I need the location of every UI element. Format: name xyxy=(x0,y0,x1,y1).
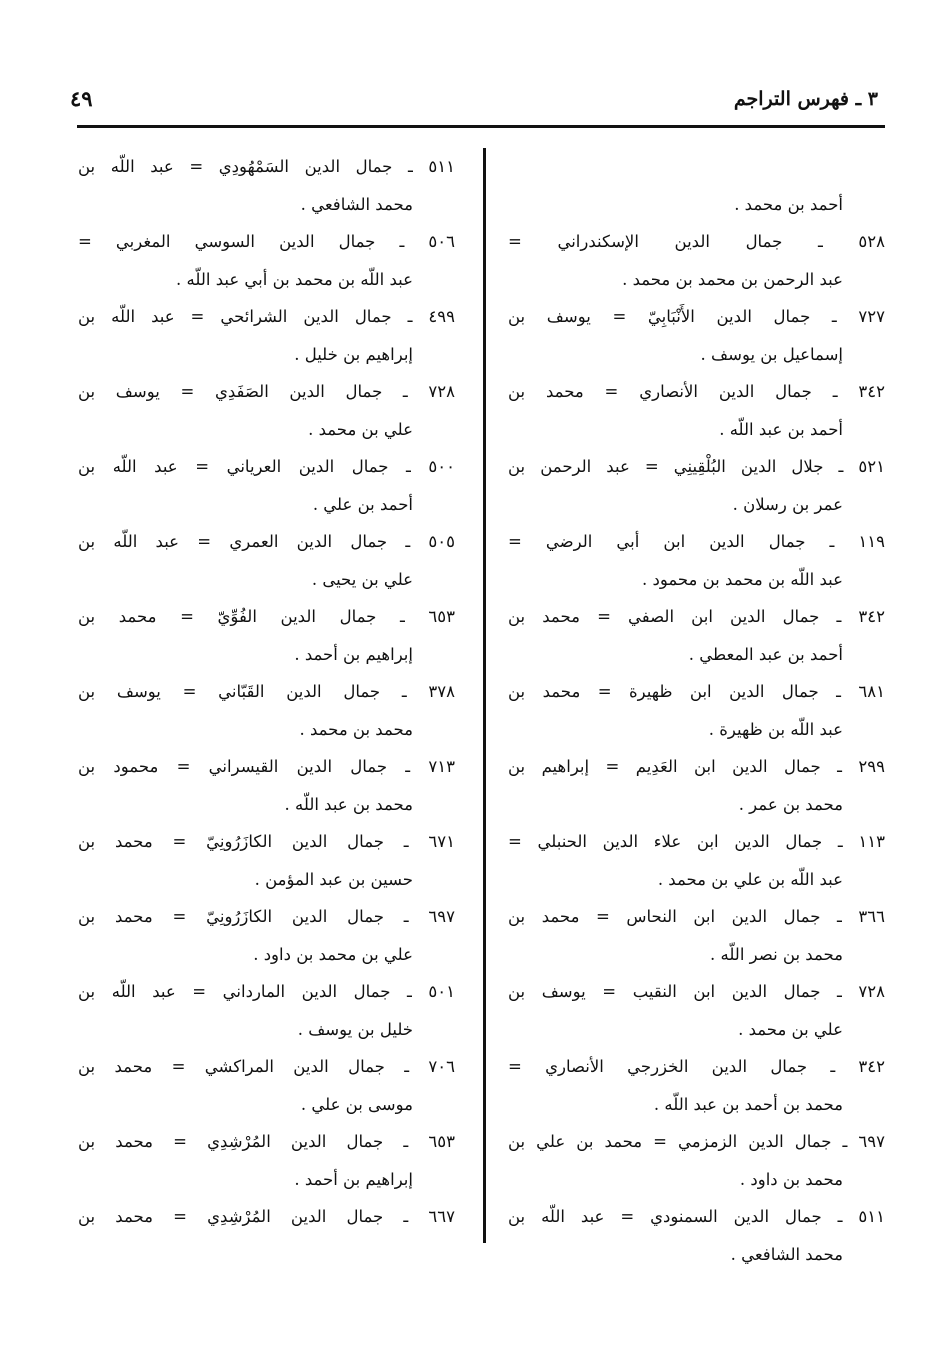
left-column xyxy=(78,148,455,1236)
entry-continuation-line: أحمد بن عبد اللّه . xyxy=(719,419,843,439)
entry-heading-line: ٧٢٨ ـ جمال الدين الصَفَدِي = يوسف بن xyxy=(78,382,455,401)
entry-heading-line xyxy=(508,148,885,186)
entry-continuation-line: إبراهيم بن أحمد . xyxy=(294,644,413,664)
entry-continuation-line: محمد بن عبد اللّه . xyxy=(284,794,413,814)
entry-continuation-line: علي بن يحيى . xyxy=(311,569,413,589)
entry-heading-line: ٥١١ ـ جمال الدين السمنودي = عبد اللّه بن xyxy=(508,1207,885,1226)
column-divider xyxy=(483,148,486,1243)
entry-continuation-line: إبراهيم بن أحمد . xyxy=(294,1169,413,1189)
entry-heading-line: ٣٦٦ ـ جمال الدين ابن النحاس = محمد بن xyxy=(508,907,885,926)
entry-continuation-line: محمد بن داود . xyxy=(739,1169,843,1189)
entry-heading-line: ٧١٣ ـ جمال الدين القيسراني = محمود بن xyxy=(78,757,455,776)
entry-continuation-line: إسماعيل بن يوسف . xyxy=(700,344,843,364)
entry-continuation-line: علي بن محمد بن داود . xyxy=(253,944,413,964)
entry-continuation-line: عبد اللّه بن ظهيرة . xyxy=(708,719,843,739)
header-rule xyxy=(77,125,885,128)
entry-heading-line: ٣٤٢ ـ جمال الدين الخزرجي الأنصاري = xyxy=(508,1057,885,1076)
entry-continuation-line: عبد اللّه بن علي بن محمد . xyxy=(657,869,843,889)
entry-continuation-line: محمد بن محمد . xyxy=(299,719,413,739)
page-header xyxy=(70,82,878,122)
entry-continuation-line: إبراهيم بن خليل . xyxy=(294,344,413,364)
entry-heading-line: ٦٥٣ ـ جمال الدين الفُوِّيّ = محمد بن xyxy=(78,607,455,626)
right-column xyxy=(508,148,885,1273)
entry-continuation-line: حسين بن عبد المؤمن . xyxy=(254,869,413,889)
entry-heading-line: ٧٢٨ ـ جمال الدين ابن النقيب = يوسف بن xyxy=(508,982,885,1001)
entry-continuation-line: أحمد بن محمد . xyxy=(734,194,843,214)
entry-continuation-line: عبد الرحمن بن محمد بن محمد . xyxy=(622,269,843,289)
entry-continuation-line: محمد بن أحمد بن عبد اللّه . xyxy=(653,1094,843,1114)
entry-heading-line: ٥٠٥ ـ جمال الدين العمري = عبد اللّه بن xyxy=(78,532,455,551)
entry-heading-line: ٥٢١ ـ جلال الدين البُلْقِينِي = عبد الرحمن بن xyxy=(508,457,885,476)
entry-heading-line: ٦٦٧ ـ جمال الدين المُرْشِدِي = محمد بن xyxy=(78,1207,455,1226)
entry-heading-line: ٥١١ ـ جمال الدين السَمْهُودِي = عبد اللّه بن xyxy=(78,157,455,176)
entry-heading-line: ٣٤٢ ـ جمال الدين ابن الصفي = محمد بن xyxy=(508,607,885,626)
entry-continuation-line: علي بن محمد . xyxy=(738,1019,843,1039)
page-number: ٤٩ xyxy=(70,86,93,111)
entry-continuation-line: عبد اللّه بن محمد بن محمود . xyxy=(641,569,843,589)
entry-heading-line: ٥٢٨ ـ جمال الدين الإسكندراني = xyxy=(508,232,885,251)
entry-heading-line: ٦٧١ ـ جمال الدين الكازَرُونِيّ = محمد بن xyxy=(78,832,455,851)
entry-heading-line: ٥٠٦ ـ جمال الدين السوسي المغربي = xyxy=(78,232,455,251)
section-title: ٣ ـ فهرس التراجم xyxy=(733,88,878,110)
entry-continuation-line: موسى بن علي . xyxy=(300,1094,413,1114)
entry-continuation-line: أحمد بن عبد المعطي . xyxy=(688,644,843,664)
entry-heading-line: ٤٩٩ ـ جمال الدين الشرائحي = عبد اللّه بن xyxy=(78,307,455,326)
entry-heading-line: ١١٩ ـ جمال الدين ابن أبي الرضي = xyxy=(508,532,885,551)
entry-heading-line: ٦٨١ ـ جمال الدين ابن ظهيرة = محمد بن xyxy=(508,682,885,701)
entry-continuation-line: خليل بن يوسف . xyxy=(297,1019,413,1039)
entry-continuation-line: محمد الشافعي . xyxy=(730,1244,843,1264)
entry-heading-line: ٧٢٧ ـ جمال الدين الأَنْبَابِيّ = يوسف بن xyxy=(508,307,885,326)
entry-heading-line: ٦٩٧ ـ جمال الدين الزمزمي = محمد بن علي بن xyxy=(508,1132,885,1151)
entry-continuation-line: علي بن محمد . xyxy=(308,419,413,439)
entry-continuation-line: محمد بن عمر . xyxy=(738,794,843,814)
entry-continuation-line: أحمد بن علي . xyxy=(312,494,413,514)
entry-heading-line: ٧٠٦ ـ جمال الدين المراكشي = محمد بن xyxy=(78,1057,455,1076)
entry-continuation-line: محمد بن نصر اللّه . xyxy=(710,944,843,964)
entry-heading-line: ٥٠٠ ـ جمال الدين العرياني = عبد اللّه بن xyxy=(78,457,455,476)
entry-heading-line: ٢٩٩ ـ جمال الدين ابن العَدِيم = إبراهيم بن xyxy=(508,757,885,776)
entry-heading-line: ٦٥٣ ـ جمال الدين المُرْشِدِي = محمد بن xyxy=(78,1132,455,1151)
entry-heading-line: ٣٤٢ ـ جمال الدين الأنصاري = محمد بن xyxy=(508,382,885,401)
entry-heading-line: ٣٧٨ ـ جمال الدين القَبّاني = يوسف بن xyxy=(78,682,455,701)
entry-heading-line: ١١٣ ـ جمال الدين ابن علاء الدين الحنبلي = xyxy=(508,832,885,851)
entry-continuation-line: محمد الشافعي . xyxy=(300,194,413,214)
entry-continuation-line: عبد اللّه بن محمد بن أبي عبد اللّه . xyxy=(176,269,413,289)
entry-heading-line: ٦٩٧ ـ جمال الدين الكازَرُونِيّ = محمد بن xyxy=(78,907,455,926)
entry-heading-line: ٥٠١ ـ جمال الدين المارداني = عبد اللّه بن xyxy=(78,982,455,1001)
entry-continuation-line: عمر بن رسلان . xyxy=(732,494,843,514)
